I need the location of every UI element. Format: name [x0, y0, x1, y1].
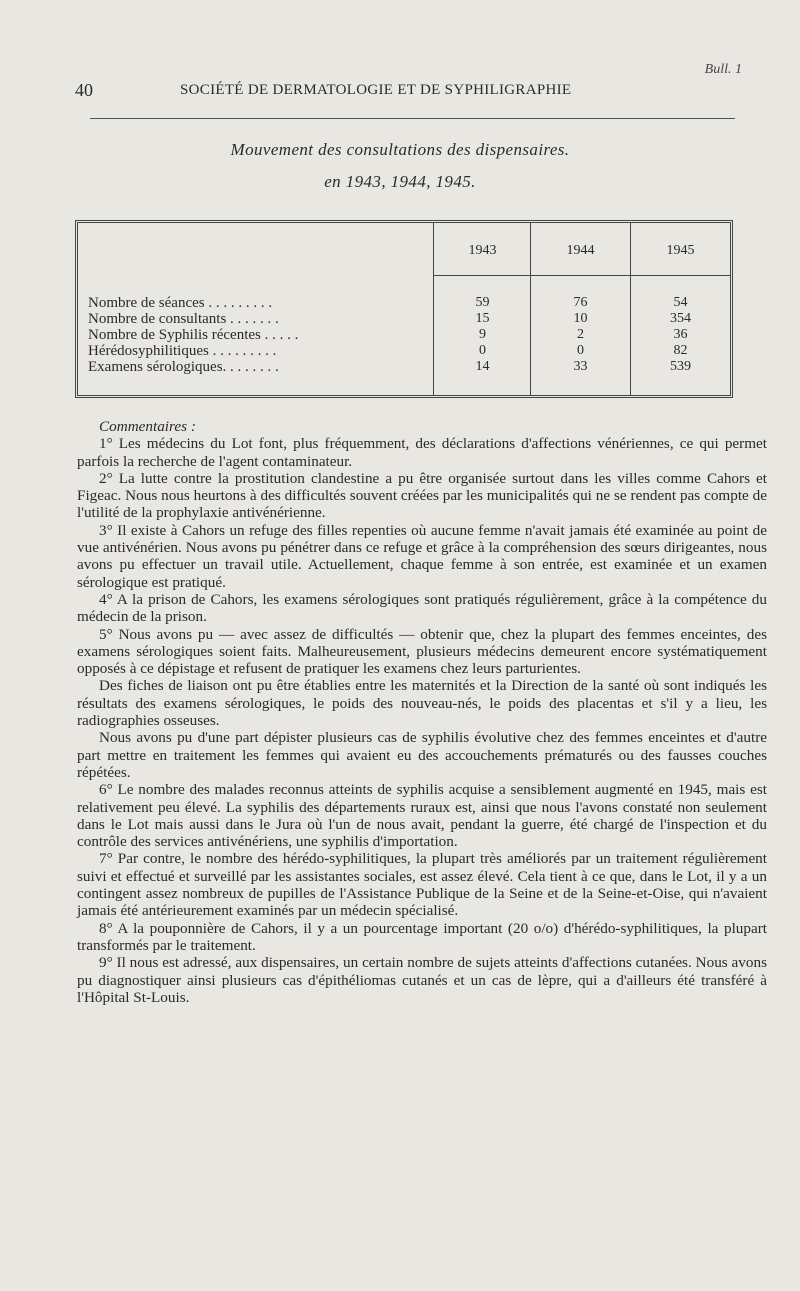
- paragraph: 9° Il nous est adressé, aux dispensaires, un certain nombre de sujets atteints d'affections cutanées. Nous avons pu diagnostiquer ainsi plusieurs cas d'épithéliomas cutanés et un cas de lèpre, qui a d'ailleurs été transféré à l'Hôpital St-Louis.: [77, 954, 767, 1006]
- table-cell: 36: [673, 327, 688, 342]
- table-cell: 2: [577, 327, 584, 342]
- paragraph: 6° Le nombre des malades reconnus atteints de syphilis acquise a sensiblement augmenté en 1945, mais est relativement peu élevé. La syphilis des départements ruraux est, ainsi que nous l'avons constaté non seulement dans le Lot mais aussi dans le Jura où l'un de nous avait, pendant la guerre, été chargé de l'inspection et du contrôle des services antivénériens, une syphilis d'importation.: [77, 781, 767, 851]
- table-divider: [433, 223, 434, 395]
- table-cell: 14: [475, 359, 490, 374]
- values-column-1944: [533, 295, 628, 375]
- row-label: Hérédosyphilitiques . . . . . . . . .: [88, 343, 277, 359]
- paragraph: Des fiches de liaison ont pu être établies entre les maternités et la Direction de la santé où sont indiqués les résultats des examens sérologiques, le poids des nouveau-nés, le poids des placentas et s'il y a lieu, les radiographies osseuses.: [77, 677, 767, 730]
- table-cell: 54: [673, 295, 688, 310]
- paragraph: Nous avons pu d'une part dépister plusieurs cas de syphilis évolutive chez des femmes enceintes et d'autre part mettre en traitement les femmes qui avaient eu des accouchements prématurés ou des fausses couches répétées.: [77, 729, 767, 781]
- commentary-heading: Commentaires :: [99, 418, 196, 435]
- row-label: Examens sérologiques. . . . . . . .: [88, 359, 279, 375]
- page-subtitle: en 1943, 1944, 1945.: [324, 172, 476, 191]
- table-cell: 59: [475, 295, 490, 310]
- table-row-labels: [88, 295, 298, 375]
- paragraph: 2° La lutte contre la prostitution clandestine a pu être organisée surtout dans les villes comme Cahors et Figeac. Nous nous heurtons à des difficultés souvent créées par les municipalités qui ne se rendent pas compte de l'utilité de la prophylaxie antivénérienne.: [77, 469, 767, 522]
- bulletin-reference: Bull. 1: [704, 62, 742, 77]
- table-cell: 10: [573, 311, 588, 326]
- consultations-table: [75, 220, 733, 398]
- row-label: Nombre de séances . . . . . . . . .: [88, 295, 273, 311]
- table-cell: 0: [577, 343, 584, 358]
- table-divider: [530, 223, 531, 395]
- header-rule: [90, 118, 735, 119]
- table-cell: 9: [479, 327, 486, 342]
- running-title: SOCIÉTÉ DE DERMATOLOGIE ET DE SYPHILIGRAPHIE: [180, 82, 572, 98]
- paragraph: 5° Nous avons pu — avec assez de difficultés — obtenir que, chez la plupart des femmes enceintes, des examens sérologiques soient faits. Malheureusement, plusieurs médecins demeurent encore systématiquement opposés à ce dépistage et refusent de pratiquer les examens chez leurs parturientes.: [77, 625, 767, 678]
- row-label: Nombre de Syphilis récentes . . . . .: [88, 327, 299, 343]
- paragraph: 8° A la pouponnière de Cahors, il y a un pourcentage important (20 o/o) d'hérédo-syphilitiques, la plupart transformés par le traitement.: [77, 919, 767, 954]
- table-cell: 15: [475, 311, 490, 326]
- paragraph: 7° Par contre, le nombre des hérédo-syphilitiques, la plupart très améliorés par un traitement régulièrement suivi et effectué et surveillé par les assistantes sociales, est assez élevé. Cela tient à ce que, dans le Lot, il y a un contingent assez nombreux de pupilles de l'Assistance Publique de la Seine et de la Seine-et-Oise, qui n'avaient jamais été antérieurement examinés par un médecin spécialisé.: [77, 850, 767, 920]
- year-header: 1945: [666, 243, 695, 258]
- table-divider: [630, 223, 631, 395]
- values-column-1943: [435, 295, 530, 375]
- table-cell: 539: [670, 359, 691, 374]
- page-number: 40: [75, 80, 93, 100]
- paragraph: 4° A la prison de Cahors, les examens sérologiques sont pratiqués régulièrement, grâce à la compétence du médecin de la prison.: [77, 590, 767, 626]
- year-header: 1943: [468, 243, 497, 258]
- table-cell: 76: [573, 295, 588, 310]
- table-cell: 354: [670, 311, 691, 326]
- page-title: Mouvement des consultations des dispensaires.: [230, 140, 570, 159]
- paragraph: 1° Les médecins du Lot font, plus fréquemment, des déclarations d'affections vénériennes, ce qui permet parfois la recherche de l'agent contaminateur.: [77, 435, 767, 470]
- paragraph: 3° Il existe à Cahors un refuge des filles repenties où aucune femme n'avait jamais été examinée au point de vue antivénérien. Nous avons pu pénétrer dans ce refuge et grâce à la compréhension des sœurs dirigeantes, nous avons pu effectuer un travail utile. Actuellement, chaque femme à son entrée, est examinée et un examen sérologique est pratiqué.: [77, 521, 767, 591]
- table-header-rule: [433, 275, 730, 276]
- table-cell: 0: [479, 343, 486, 358]
- commentary-section: [77, 418, 767, 1006]
- values-column-1945: [633, 295, 728, 375]
- row-label: Nombre de consultants . . . . . . .: [88, 311, 279, 327]
- year-header: 1944: [566, 243, 595, 258]
- table-cell: 82: [673, 343, 688, 358]
- table-cell: 33: [573, 359, 588, 374]
